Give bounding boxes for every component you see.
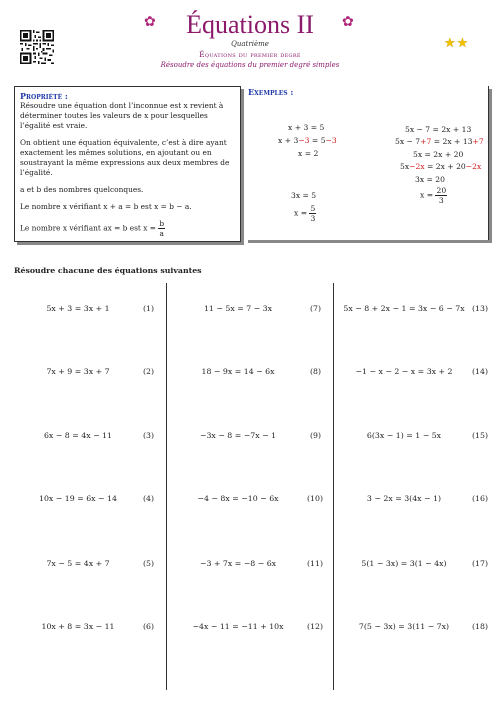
exercise-number: (14) bbox=[472, 367, 489, 376]
exercise-equation: 5x − 8 + 2x − 1 = 3x − 6 − 7x bbox=[343, 304, 465, 313]
exercise-equation: 7(5 − 3x) = 3(11 − 7x) bbox=[358, 622, 450, 631]
example-3-line-5: 3x = 20 bbox=[415, 175, 445, 184]
exercise-equation: 10x − 19 = 6x − 14 bbox=[39, 494, 117, 503]
subject-label: Équations du premier degré bbox=[199, 50, 301, 59]
property-text-3: a et b des nombres quelconques. bbox=[20, 185, 144, 194]
examples-title: Exemples : bbox=[248, 87, 294, 97]
exercise-equation: 7x + 9 = 3x + 7 bbox=[46, 367, 110, 376]
column-divider-2 bbox=[333, 283, 334, 690]
exercise-number: (13) bbox=[472, 304, 489, 313]
exercise-equation: 5(1 − 3x) = 3(1 − 4x) bbox=[361, 559, 447, 568]
exercise-number: (2) bbox=[143, 367, 155, 376]
fraction-5-over-3: $\frac{5}{3}$ bbox=[310, 204, 316, 223]
exercise-number: (4) bbox=[143, 494, 155, 503]
exercise-equation: −3x − 8 = −7x − 1 bbox=[199, 431, 277, 440]
exercise-number: (18) bbox=[472, 622, 489, 631]
exercise-number: (16) bbox=[472, 494, 489, 503]
property-box bbox=[14, 86, 241, 242]
level-label: Quatrième bbox=[231, 40, 269, 48]
exercises-heading: Résoudre chacune des équations suivantes bbox=[14, 266, 202, 275]
exercise-equation: −3 + 7x = −8 − 6x bbox=[199, 559, 277, 568]
exercise-number: (7) bbox=[310, 304, 322, 313]
property-title: Propriété : bbox=[20, 91, 68, 101]
column-divider-1 bbox=[166, 283, 167, 690]
example-3-line-3: 5x = 2x + 20 bbox=[413, 150, 464, 159]
flower-icon-left: ✿ bbox=[144, 14, 156, 30]
property-text-2: On obtient une équation équivalente, c’est à dire ayant exactement les mêmes solutions, en ajoutant ou en soustrayant la même expressions aux deux membres de l’égalité. bbox=[20, 138, 230, 177]
exercise-equation: −1 − x − 2 − x = 3x + 2 bbox=[355, 367, 453, 376]
exercise-equation: 5x + 3 = 3x + 1 bbox=[46, 304, 110, 313]
example-2-line-2: x = $\frac{5}{3}$ bbox=[294, 204, 316, 223]
exercise-equation: −4x − 11 = −11 + 10x bbox=[192, 622, 284, 631]
exercise-number: (17) bbox=[472, 559, 489, 568]
example-3-line-6: x = $\frac{20}{3}$ bbox=[420, 186, 447, 205]
example-3-line-2: 5x − 7+7 = 2x + 13+7 bbox=[395, 137, 484, 146]
exercise-equation: 6x − 8 = 4x − 11 bbox=[43, 431, 113, 440]
exercise-number: (8) bbox=[310, 367, 322, 376]
qr-code-icon bbox=[20, 30, 54, 64]
exercise-equation: 18 − 9x = 14 − 6x bbox=[201, 367, 275, 376]
property-text-4: Le nombre x vérifiant x + a = b est x = b − a. bbox=[20, 202, 192, 211]
fraction-20-over-3: $\frac{20}{3}$ bbox=[436, 186, 447, 205]
property-text-5: Le nombre x vérifiant ax = b est x = $\frac{b}{a}$ bbox=[20, 219, 165, 238]
example-3-line-4: 5x−2x = 2x + 20−2x bbox=[400, 162, 482, 171]
flower-icon-right: ✿ bbox=[342, 14, 354, 30]
page-title: Équations II bbox=[186, 10, 314, 39]
exercise-equation: −4 − 8x = −10 − 6x bbox=[197, 494, 279, 503]
exercise-number: (5) bbox=[143, 559, 155, 568]
fraction-b-over-a: $\frac{b}{a}$ bbox=[159, 219, 165, 238]
objective-label: Résoudre des équations du premier degré simples bbox=[160, 61, 340, 69]
exercise-equation: 3 − 2x = 3(4x − 1) bbox=[366, 494, 442, 503]
example-3-line-1: 5x − 7 = 2x + 13 bbox=[405, 125, 472, 134]
exercise-number: (6) bbox=[143, 622, 155, 631]
exercise-equation: 7x − 5 = 4x + 7 bbox=[46, 559, 110, 568]
exercise-equation: 11 − 5x = 7 − 3x bbox=[203, 304, 273, 313]
exercise-number: (3) bbox=[143, 431, 155, 440]
exercise-number: (11) bbox=[307, 559, 324, 568]
exercise-number: (12) bbox=[307, 622, 324, 631]
exercise-number: (1) bbox=[143, 304, 155, 313]
exercise-number: (10) bbox=[307, 494, 324, 503]
exercise-number: (15) bbox=[472, 431, 489, 440]
example-1-line-2: x + 3−3 = 5−3 bbox=[278, 136, 337, 145]
example-1-line-1: x + 3 = 5 bbox=[288, 123, 325, 132]
difficulty-stars-icon: ★★ bbox=[444, 36, 470, 51]
exercise-number: (9) bbox=[310, 431, 322, 440]
exercise-equation: 6(3x − 1) = 1 − 5x bbox=[366, 431, 442, 440]
property-text-1: Résoudre une équation dont l’inconnue est x revient à déterminer toutes les valeurs de x pour lesquelles l’égalité est vraie. bbox=[20, 101, 224, 130]
exercise-equation: 10x + 8 = 3x − 11 bbox=[41, 622, 115, 631]
example-2-line-1: 3x = 5 bbox=[291, 191, 317, 200]
example-1-line-3: x = 2 bbox=[298, 149, 319, 158]
